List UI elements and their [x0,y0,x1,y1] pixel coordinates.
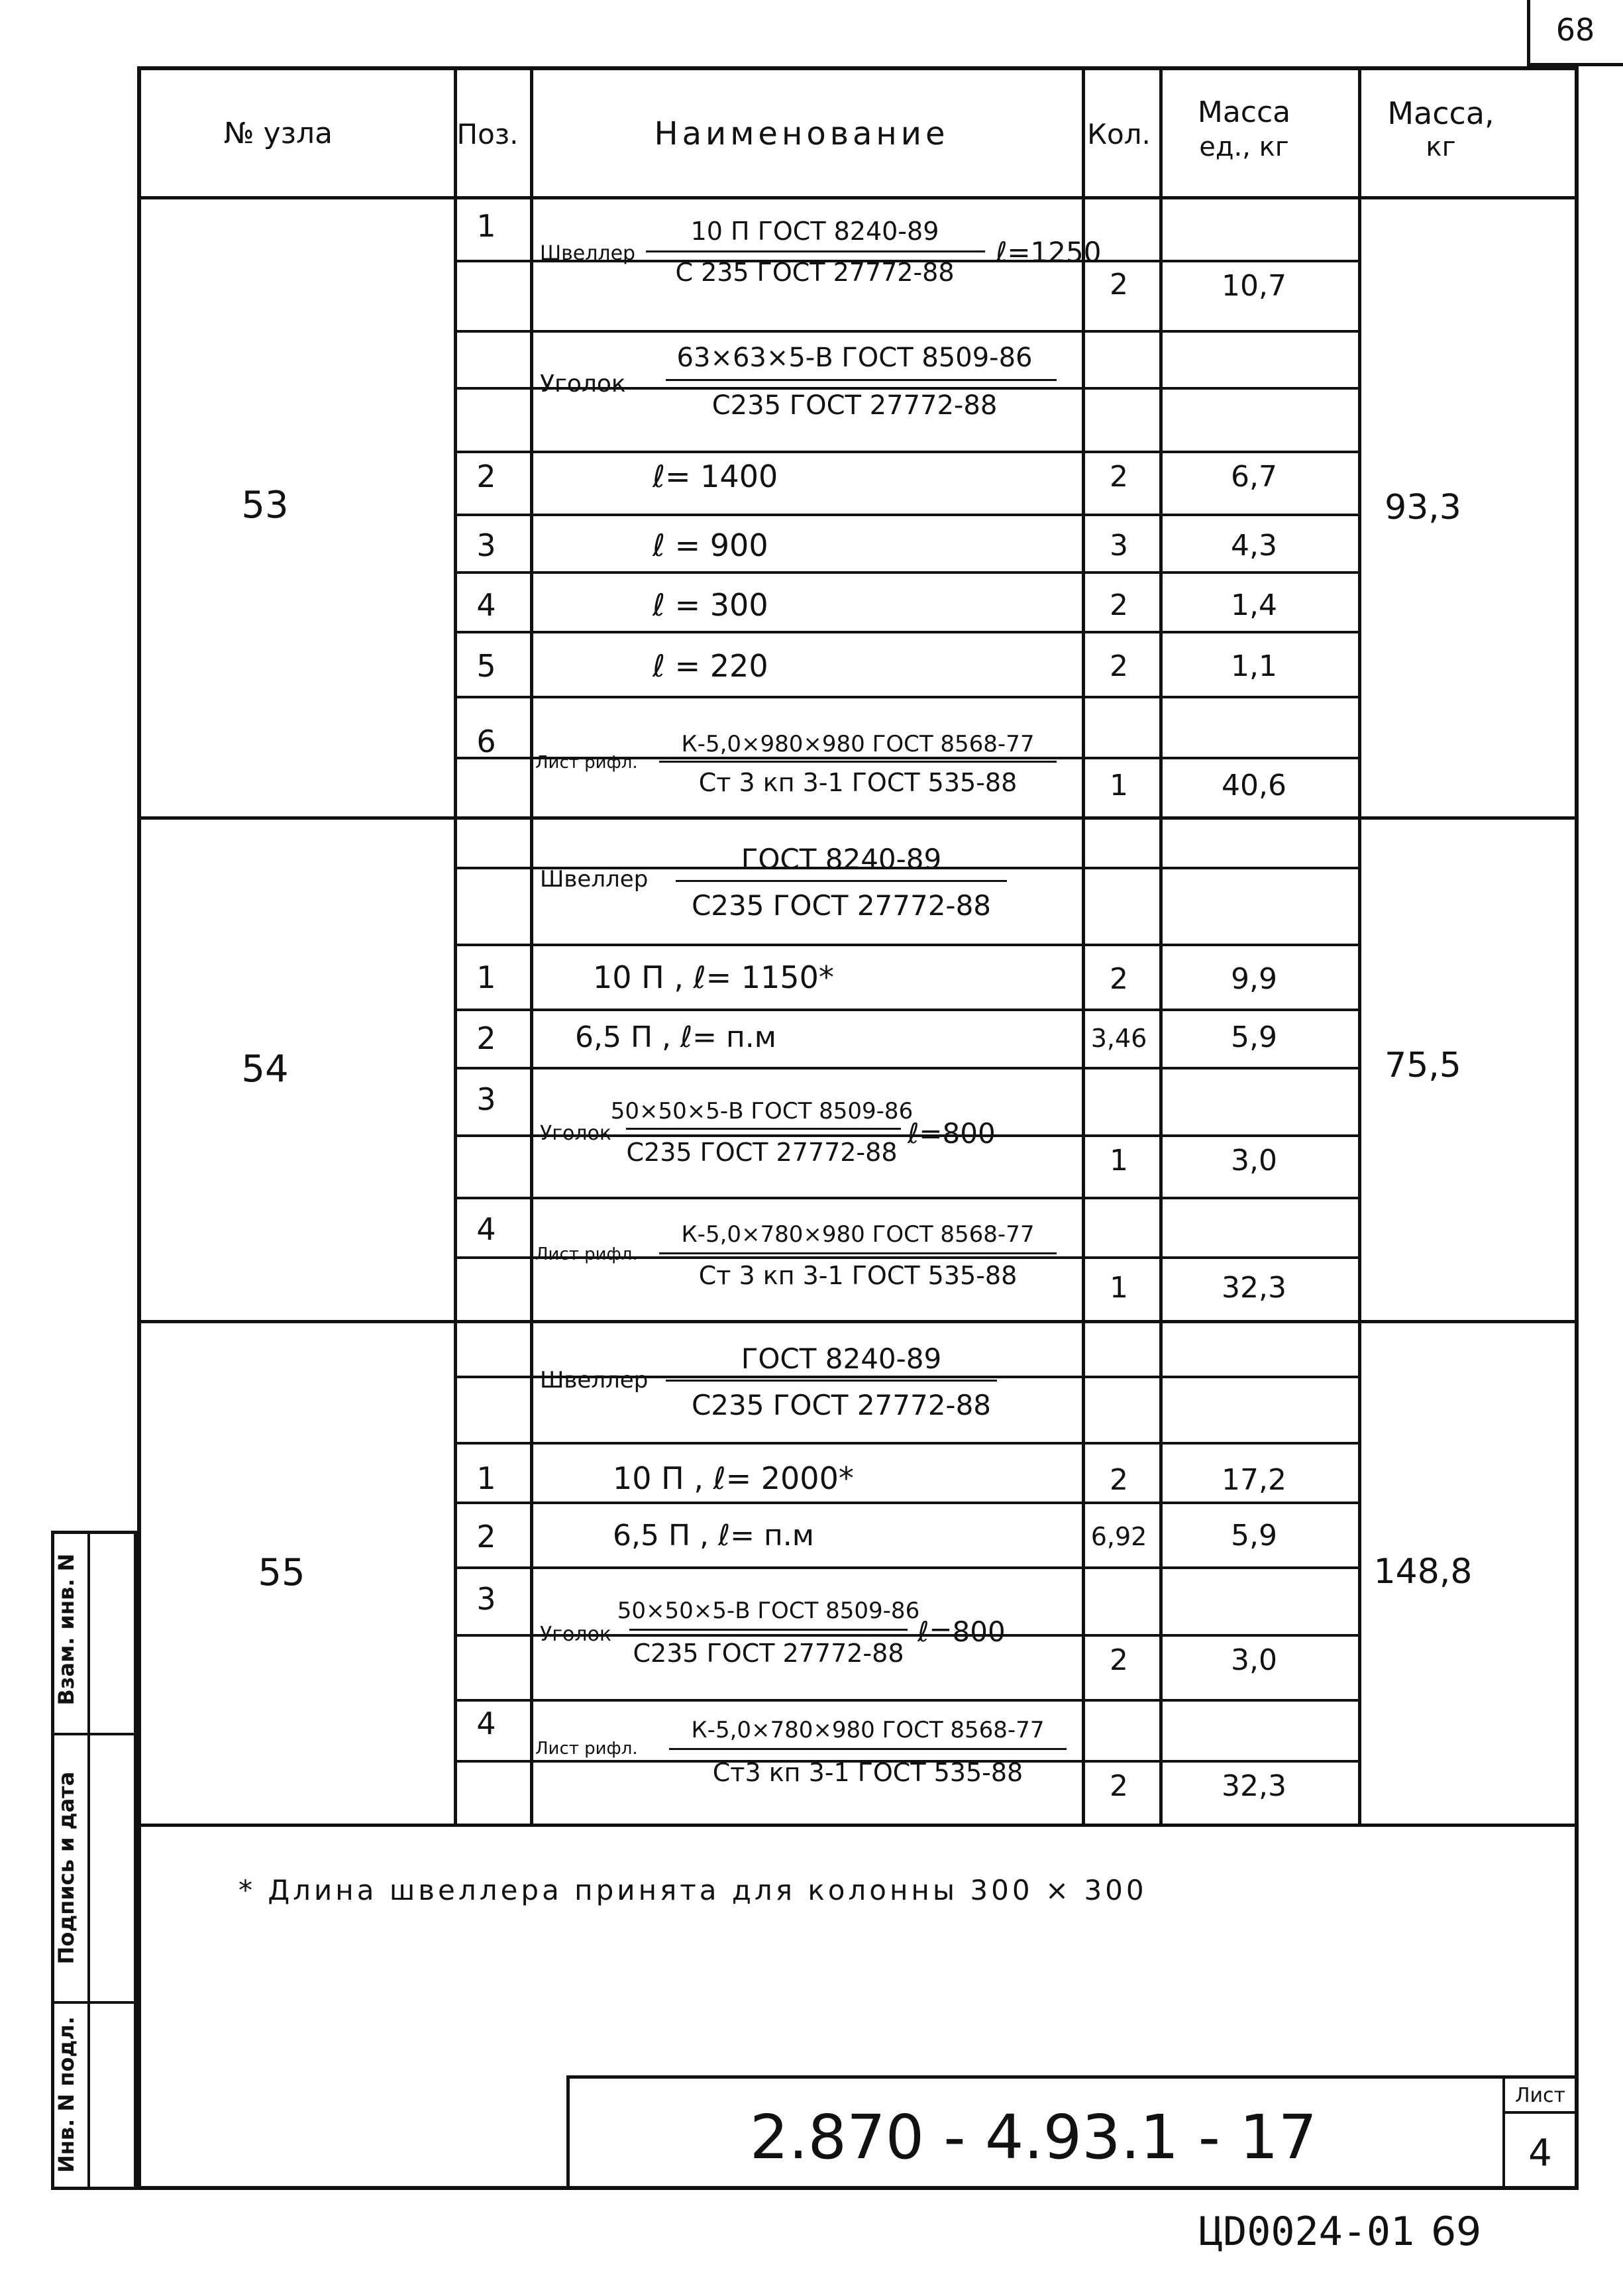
grid-line [137,1824,1579,1827]
fraction-line [669,1748,1067,1750]
name-top: К-5,0×980×980 ГОСТ 8568-77 [681,731,1035,757]
fraction-line [666,379,1057,381]
name-text: ℓ = 220 [653,648,768,684]
name-top: 50×50×5-В ГОСТ 8509-86 [617,1598,920,1624]
pos: 6 [476,724,496,759]
document-code: 2.870 - 4.93.1 - 17 [749,2102,1318,2173]
total-54: 75,5 [1385,1046,1461,1085]
grid-line [454,514,1358,516]
qty: 2 [1110,1643,1128,1677]
pos: 3 [476,1081,496,1117]
header-qty: Кол. [1087,118,1151,150]
qty: 3,46 [1090,1024,1147,1053]
name-text: 10 П , ℓ= 1150* [593,959,834,995]
archive-code: ЦD0024-01 [1199,2209,1415,2255]
side-label-original: Инв. N подл. [54,2016,79,2173]
mass: 6,7 [1231,460,1277,494]
grid-line [454,330,1358,333]
grid-line [454,571,1358,574]
name-top: 10 П ГОСТ 8240-89 [690,217,939,246]
mass: 1,1 [1231,649,1277,683]
grid-line [454,451,1358,453]
name-top: 63×63×5-В ГОСТ 8509-86 [676,343,1033,373]
grid-line [137,1320,1579,1323]
qty: 2 [1110,268,1128,301]
node-54: 54 [241,1048,289,1091]
qty: 2 [1110,962,1128,996]
qty: 2 [1110,1769,1128,1803]
name-prefix: Лист рифл. [535,1244,638,1264]
mass: 4,3 [1231,529,1277,563]
qty: 2 [1110,1463,1128,1497]
grid-line [454,1009,1358,1011]
name-bottom: С235 ГОСТ 27772-88 [691,889,992,922]
grid-line [454,1699,1358,1702]
total-55: 148,8 [1373,1552,1473,1592]
name-bottom: Ст 3 кп 3-1 ГОСТ 535-88 [698,768,1018,797]
name-bottom: С235 ГОСТ 27772-88 [691,1389,992,1421]
name-prefix: Швеллер [540,866,649,893]
name-text: ℓ= 1400 [653,459,778,494]
mass: 3,0 [1231,1643,1277,1677]
grid-line [137,816,1579,820]
name-prefix: Уголок [540,370,626,398]
mass: 10,7 [1222,269,1286,303]
grid-line [454,1502,1358,1504]
qty: 6,92 [1090,1522,1147,1551]
mass: 32,3 [1222,1271,1286,1305]
name-suffix: ℓ=800 [917,1615,1006,1648]
node-53: 53 [241,484,289,527]
name-bottom: С235 ГОСТ 27772-88 [711,390,998,421]
mass: 3,0 [1231,1144,1277,1177]
mass: 17,2 [1222,1463,1286,1497]
name-prefix: Уголок [540,1623,612,1646]
mass: 1,4 [1231,588,1277,622]
sheet-label: Лист [1514,2084,1566,2107]
name-prefix: Швеллер [540,242,636,265]
footnote: * Длина швеллера принята для колонны 300 × 300 [238,1874,1147,1906]
name-bottom: С235 ГОСТ 27772-88 [633,1639,904,1668]
node-55: 55 [258,1551,305,1594]
pos: 1 [476,1460,496,1496]
grid-line [454,1067,1358,1069]
mass: 5,9 [1231,1519,1277,1553]
name-top: К-5,0×780×980 ГОСТ 8568-77 [681,1221,1035,1248]
name-text: 6,5 П , ℓ= п.м [613,1519,814,1553]
name-prefix: Швеллер [540,1367,649,1394]
header-node: № узла [223,117,333,150]
qty: 1 [1110,769,1128,802]
pos: 3 [476,1581,496,1617]
header-mass-unit-2: ед., кг [1199,132,1289,162]
pos: 3 [476,527,496,563]
header-name: Наименование [654,115,949,152]
grid-line [137,196,1579,199]
grid-line [454,696,1358,698]
name-top: К-5,0×780×980 ГОСТ 8568-77 [691,1717,1045,1743]
qty: 1 [1110,1144,1128,1177]
top-page-number: 68 [1555,12,1595,48]
grid-line [454,1197,1358,1199]
header-pos: Поз. [456,118,519,150]
name-suffix: ℓ=800 [908,1117,996,1150]
name-bottom: Ст 3 кп 3-1 ГОСТ 535-88 [698,1261,1018,1290]
pos: 1 [476,959,496,995]
pos: 2 [476,1020,496,1056]
header-mass-unit-1: Масса [1197,95,1291,129]
name-top: 50×50×5-В ГОСТ 8509-86 [610,1098,914,1124]
name-prefix: Лист рифл. [535,1739,638,1759]
fraction-line [676,880,1007,882]
total-53: 93,3 [1385,488,1461,527]
side-label-signature: Подпись и дата [54,1771,79,1965]
pos: 5 [476,648,496,684]
qty: 1 [1110,1271,1128,1305]
pos: 4 [476,1211,496,1247]
side-label-substitute: Взам. инв. N [54,1553,79,1706]
sheet-number: 4 [1528,2132,1552,2175]
name-prefix: Лист рифл. [535,753,638,773]
mass: 5,9 [1231,1020,1277,1054]
fraction-line [629,1629,908,1631]
grid-line [454,631,1358,633]
name-text: ℓ = 900 [653,527,768,563]
grid-line [1358,66,1361,1824]
name-bottom: Ст3 кп 3-1 ГОСТ 535-88 [712,1758,1023,1787]
name-text: 6,5 П , ℓ= п.м [575,1020,776,1054]
fraction-line [659,761,1057,763]
pos: 2 [476,459,496,494]
qty: 3 [1110,529,1128,563]
grid-line [454,1566,1358,1569]
qty: 2 [1110,460,1128,494]
name-bottom: С 235 ГОСТ 27772-88 [675,258,955,287]
mass: 40,6 [1222,769,1286,802]
fraction-line [646,250,985,252]
name-text: 10 П , ℓ= 2000* [613,1460,854,1496]
grid-line [454,944,1358,946]
qty: 2 [1110,649,1128,683]
pos: 4 [476,587,496,623]
pos: 4 [476,1706,496,1741]
mass: 9,9 [1231,962,1277,996]
pos: 1 [476,208,496,244]
pos: 2 [476,1519,496,1555]
fraction-line [626,1128,901,1130]
archive-page: 69 [1431,2209,1482,2255]
name-bottom: С235 ГОСТ 27772-88 [626,1138,898,1167]
fraction-line [666,1380,997,1382]
name-top: ГОСТ 8240-89 [741,843,942,875]
mass: 32,3 [1222,1769,1286,1803]
name-suffix: ℓ=1250 [996,236,1102,268]
name-prefix: Уголок [540,1122,612,1145]
name-text: ℓ = 300 [653,587,768,623]
name-top: ГОСТ 8240-89 [741,1342,942,1375]
grid-line [454,1442,1358,1445]
qty: 2 [1110,588,1128,622]
fraction-line [659,1252,1057,1254]
header-mass-1: Масса, [1387,95,1494,131]
header-mass-2: кг [1426,132,1456,162]
